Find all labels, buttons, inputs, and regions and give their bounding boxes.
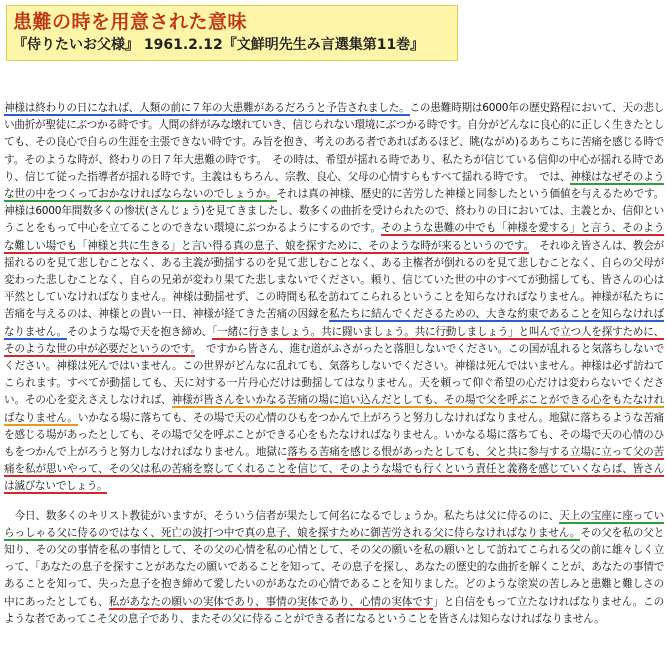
underlined-phrase: 天上の宝座に座っていらっしゃる父に侍るのではなく、死亡の波打つ中で真の息子、娘を探すために御苦労される父に侍らなければなりません。 bbox=[4, 509, 664, 539]
text-segment: 今日、数多くのキリスト教徒がいますが、そういう信者が果たして何名になるでしょうか。私たちは父に侍るのに、 bbox=[4, 509, 560, 522]
underlined-phrase: 落ちる苦痛を感じる恨があったとしても、父と共に参与する立場に立って父の苦痛を私が思いやって、その父は私の苦痛を察してくれることを信じて、そのような場でも行くという責任と義務を感じていくならば、皆さんは滅びないでしょう。 bbox=[4, 446, 664, 493]
underlined-phrase: 私があなたの願いの実体であり、事情の実体であり、心情の実体です bbox=[108, 595, 434, 608]
text-segment: 」と自信をもって立たなければなりません。このような者であってこそ父の息子であり、またその父に侍ることができる者になるということを皆さんは知らなければなりません。 bbox=[4, 595, 664, 625]
underlined-phrase: 神様が皆さんをいかなる苦痛の場に追い込んだとしても、その場で父を呼ぶことができる心をもたなければなりません。 bbox=[4, 394, 664, 424]
source-citation: 『侍りたいお父様』 1961.2.12『文鮮明先生み言選集第11巻』 bbox=[13, 37, 425, 53]
text-segment: この患難時期は6000年の歴史路程において、天の悲しい曲折が聖徒にぶつかる時です。人間の絆がみな壊れていき、信じられない環境にぶつかる時です。自分がどんなに良心的に正しく生きたとしても、その良心で自らの生涯を主張できない時です。み旨を抱き、考えのある者であればあるほど、眺(ながめ)るあちこちに苦痛を感じる時です。そのような時が、終わりの日７年大患難の時です。 その時は、希望が揺れる時であり、私たちが信じている信仰の中心が揺れる時であり、信じて従った指導者が揺れる時です。主義はもちろん、宗教、良心、父母の心情すらもすべて揺れる時です。 では、 bbox=[4, 102, 665, 183]
page-title: 患難の時を用意された意味 bbox=[13, 11, 248, 33]
underlined-phrase: 神様はなぜそのような世の中をつくっておかなければならないのでしょうか。 bbox=[4, 170, 664, 201]
paragraph-1 bbox=[4, 100, 664, 496]
underlined-phrase: そのような患難の中でも「神様を愛する」と言う、そのような難しい場でも「神様と共に生きる」と言い得る真の息子、娘を探すために、そのような時が来るというのです。 bbox=[4, 222, 664, 252]
text-segment: そのような場で天を抱き締め、 bbox=[67, 325, 213, 338]
text-segment: いかなる場に落ちても、その場で天の心情のひもをつかんで上がろうと努力しなければなりません。地獄に落ちるような苦痛を感じる場があったとしても、その場で父を呼ぶことができる心をもたなければなりません。いかなる場に落ちても、その場で天の心情のひもをつかんで上がろうと努力しなければなりません。地獄に bbox=[4, 411, 664, 459]
text-segment: ですから皆さん、進む道がふさがったと落胆しないでください。この国が乱れると気落ちしないでください。神様は死んではいません。この世界がどんなに乱れても、気落ちしないでください。神様は死んではいません。神様は必ず訪ねてこられます。すべてが動揺しても、天に対する一片丹心だけは動揺してはなりません。天を頼って仰ぐ希望の心だけは変わらないでください。その心を変えさえしなければ、 bbox=[4, 342, 664, 407]
body-text bbox=[4, 100, 664, 628]
underlined-phrase: 私たちに結んでくださるための、大きな約束であることを知らなければなりません。 bbox=[4, 308, 665, 338]
text-segment: それゆえ皆さんは、教会が揺れるのを見て悲しむことなく、ある主義が動揺するのを見て悲しむことなく、ある主権者が倒れるのを見て悲しむことなく、自らの父母が変わった悲しむことなく、自らの兄弟が変わり果てた悲しまないでください。頼り、信じていた世の中のすべてが動揺しても、皆さんの心は平然としていなければなりません。神様は動揺せず、この時間も私を訪ねてこられるということを知らなければなりません。神様が私たちに苦痛を与えるのは、神様との貴い一日、神様が経てきた苦痛の因縁を bbox=[4, 239, 664, 321]
underlined-phrase: 「一緒に行きましょう。共に闘いましょう。共に行動しましょう」と叫んで立つ人を探すために、そのような世の中が必要だというのです。 bbox=[4, 325, 665, 355]
paragraph-2 bbox=[4, 508, 664, 628]
text-segment: それは真の神様、歴史的に苦労した神様と同参したという価値を与えるためです。神様は6000年間数多くの惨状(さんじょう)を見てきましたし、数多くの曲折を受けられたので、終わりの日においては、主義とか、信仰ということをもって中心を立てることのできない環境にぶつかるようにするのです。 bbox=[4, 188, 664, 235]
header-box bbox=[6, 5, 458, 61]
underlined-phrase: 神様は終わりの日になれば、人類の前に７年の大患難があるだろうと予告されました。 bbox=[4, 102, 410, 114]
text-segment: その父を私の父と知り、その父の事情を私の事情として、その父の心情を私の心情として、その父の願いを私の願いとして訪ねてこられる父の前に雄々しく立って、「あなたの息子を探すことがあなたの願いであることを知って、その息子を探し、あなたの歴史的な曲折を解くことが、あなたの事情であることを知って、失った息子を抱き締めて愛したいのがあなたの心情であることを知りました。どのような塗炭の苦しみと患難と難しさの中にあったとしても、 bbox=[4, 526, 665, 608]
